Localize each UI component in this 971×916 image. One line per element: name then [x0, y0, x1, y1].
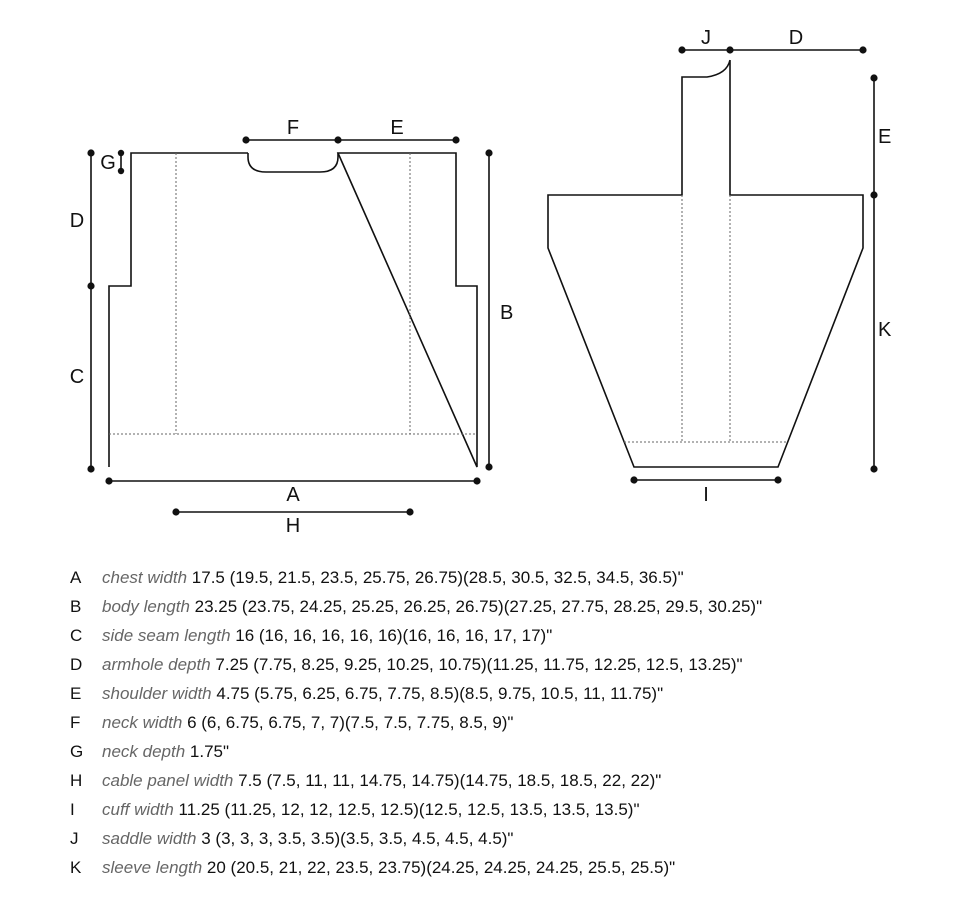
legend-key: E: [70, 684, 82, 703]
dimension-dot: [87, 282, 94, 289]
legend-key: G: [70, 742, 84, 761]
legend-term: armhole depth: [102, 655, 211, 674]
legend-key: K: [70, 858, 82, 877]
legend-term: neck width: [102, 713, 183, 732]
legend-key: J: [70, 829, 79, 848]
dimension-dot: [870, 191, 877, 198]
dimension-dot: [485, 149, 492, 156]
legend-term: neck depth: [102, 742, 186, 761]
legend-value: 11.25 (11.25, 12, 12, 12.5, 12.5)(12.5, 12.5, 13.5, 13.5, 13.5)": [178, 800, 640, 819]
legend-row-saddle-width: [70, 824, 950, 853]
label-b: B: [500, 302, 514, 324]
legend-value: 4.75 (5.75, 6.25, 6.75, 7.75, 8.5)(8.5, 9.75, 10.5, 11, 11.75)": [216, 684, 664, 703]
dimension-dot: [118, 168, 124, 174]
sleeve-dimensions: [630, 27, 892, 506]
dimension-dot: [678, 46, 685, 53]
dimension-dot: [774, 476, 781, 483]
dimension-dot: [87, 465, 94, 472]
legend-row-body-length: [70, 592, 950, 621]
legend-value: 20 (20.5, 21, 22, 23.5, 23.75)(24.25, 24.25, 24.25, 25.5, 25.5)": [206, 858, 676, 877]
body-piece: [109, 153, 477, 467]
legend-row-cuff-width: [70, 795, 950, 824]
dimension-dot: [172, 508, 179, 515]
label-d-sleeve: D: [788, 27, 804, 49]
legend-value: 17.5 (19.5, 21.5, 23.5, 25.75, 26.75)(28.5, 30.5, 32.5, 34.5, 36.5)": [191, 568, 684, 587]
label-k: K: [878, 319, 892, 341]
legend-key: H: [70, 771, 83, 790]
legend-value: 23.25 (23.75, 24.25, 25.25, 26.25, 26.75)(27.25, 27.75, 28.25, 29.5, 30.25)": [194, 597, 763, 616]
legend-row-chest-width: [70, 563, 950, 592]
legend-key: A: [70, 568, 82, 587]
label-i: I: [703, 484, 709, 506]
legend-term: side seam length: [102, 626, 231, 645]
label-e-sleeve: E: [878, 126, 892, 148]
dimension-dot: [452, 136, 459, 143]
legend-row-armhole-depth: [70, 650, 950, 679]
dimension-dot: [870, 465, 877, 472]
measurement-legend: [70, 563, 950, 882]
legend-term: saddle width: [102, 829, 197, 848]
label-h: H: [285, 515, 301, 537]
dimension-dot: [473, 477, 480, 484]
label-e-body: E: [390, 117, 404, 139]
label-j: J: [701, 27, 711, 49]
label-d-body: D: [69, 210, 85, 232]
dimension-dot: [485, 463, 492, 470]
legend-value: 7.5 (7.5, 11, 11, 14.75, 14.75)(14.75, 18.5, 18.5, 22, 22)": [238, 771, 662, 790]
legend-value: 16 (16, 16, 16, 16, 16)(16, 16, 16, 17, 17)": [235, 626, 553, 645]
legend-row-shoulder-width: [70, 679, 950, 708]
dimension-dot: [242, 136, 249, 143]
dimension-dot: [118, 150, 124, 156]
dimension-dot: [630, 476, 637, 483]
sleeve-outline: [548, 60, 863, 467]
dimension-dot: [406, 508, 413, 515]
label-g: G: [100, 152, 116, 174]
dimension-dot: [726, 46, 733, 53]
legend-value: 7.25 (7.75, 8.25, 9.25, 10.25, 10.75)(11.25, 11.75, 12.25, 12.5, 13.25)": [215, 655, 743, 674]
legend-value: 3 (3, 3, 3, 3.5, 3.5)(3.5, 3.5, 4.5, 4.5, 4.5)": [201, 829, 514, 848]
legend-value: 6 (6, 6.75, 6.75, 7, 7)(7.5, 7.5, 7.75, 8.5, 9)": [187, 713, 514, 732]
legend-term: sleeve length: [102, 858, 203, 877]
legend-key: C: [70, 626, 83, 645]
legend-key: D: [70, 655, 83, 674]
legend-value: 1.75": [189, 742, 230, 761]
legend-key: F: [70, 713, 81, 732]
legend-term: body length: [102, 597, 190, 616]
dimension-dot: [870, 74, 877, 81]
legend-term: cuff width: [102, 800, 174, 819]
neckline-curve: [248, 153, 338, 172]
legend-key: I: [70, 800, 75, 819]
dimension-dot: [87, 149, 94, 156]
legend-row-side-seam-length: [70, 621, 950, 650]
body-outline: [109, 153, 477, 467]
legend-row-neck-width: [70, 708, 950, 737]
label-a: A: [286, 484, 300, 506]
legend-term: cable panel width: [102, 771, 234, 790]
legend-term: shoulder width: [102, 684, 212, 703]
label-c: C: [69, 366, 85, 388]
dimension-dot: [105, 477, 112, 484]
legend-row-sleeve-length: [70, 853, 950, 882]
body-dimensions: [70, 117, 514, 537]
legend-row-neck-depth: [70, 737, 950, 766]
legend-key: B: [70, 597, 82, 616]
label-f: F: [286, 117, 300, 139]
dimension-dot: [334, 136, 341, 143]
legend-row-cable-panel-width: [70, 766, 950, 795]
dimension-dot: [859, 46, 866, 53]
sleeve-piece: [548, 60, 863, 467]
legend-term: chest width: [102, 568, 188, 587]
